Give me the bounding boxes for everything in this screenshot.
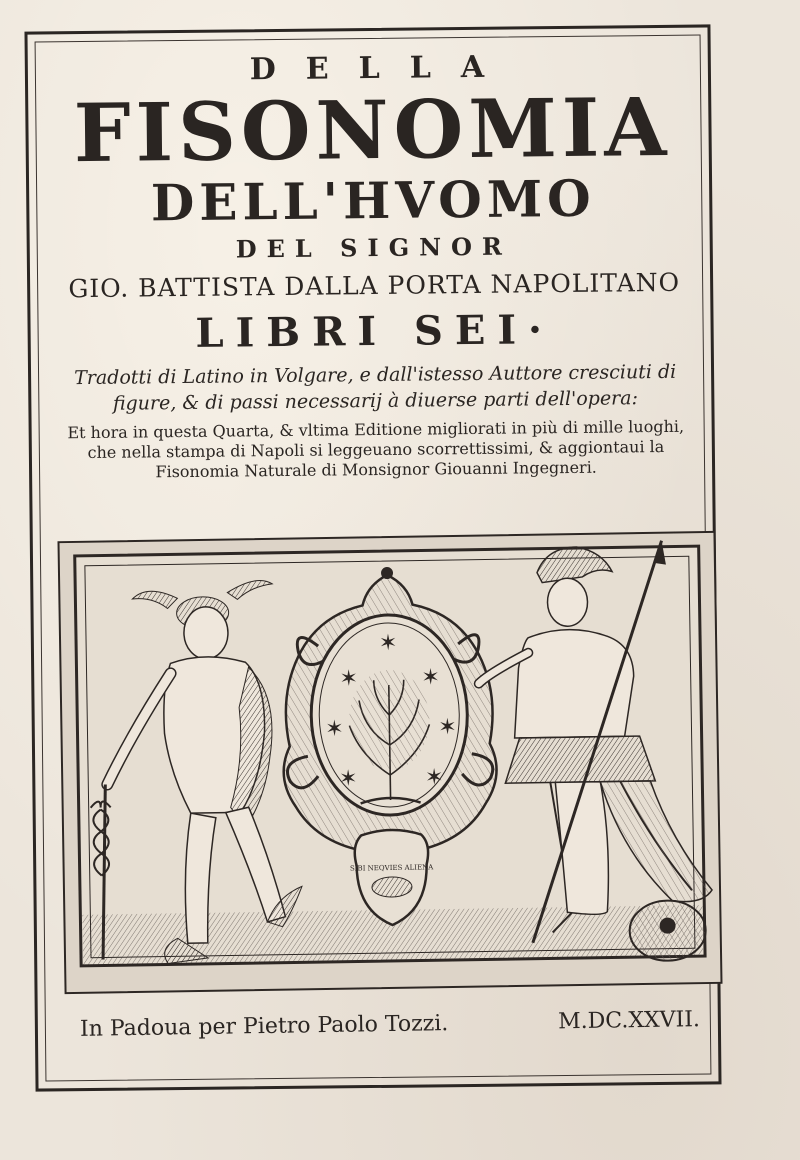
title-della: DELLA [249, 49, 515, 88]
svg-text:✶: ✶ [378, 630, 398, 657]
svg-text:✶: ✶ [339, 666, 359, 692]
title-libri-sei: LIBRI SEI· [195, 306, 555, 357]
svg-text:✶: ✶ [325, 716, 344, 743]
title-fisonomia: FISONOMIA [73, 79, 672, 181]
subtitle-edition-note: Et hora in questa Quarta, & vltima Editione migliorati in più di mille luoghi, che nella stampa di Napoli si leggeuano scorrettissimi, & aggiontaui la Fisonomia Naturale di Monsignor Giouanni Ingegneri. [67, 416, 685, 482]
title-del-signor: DEL SIGNOR [235, 231, 513, 264]
motto-text: SIBI NEQVIES ALIENA [349, 863, 434, 873]
title-dellhuomo: DELL'HVOMO [150, 168, 596, 233]
svg-text:✶: ✶ [421, 665, 441, 691]
title-block [42, 47, 706, 484]
svg-text:✶: ✶ [424, 765, 444, 791]
author-name: GIO. BATTISTA DALLA PORTA NAPOLITANO [68, 267, 681, 304]
imprint-publisher: In Padoua per Pietro Paolo Tozzi. [79, 1011, 449, 1042]
svg-text:✶: ✶ [338, 766, 358, 792]
imprint-year: M.DC.XXVII. [557, 1007, 701, 1035]
subtitle-tradotti: Tradotti di Latino in Volgare, e dall'istesso Auttore cresciuti di figure, & di passi necessarij à diuerse parti dell'opera: [74, 360, 677, 415]
engraving-illustration [56, 530, 723, 995]
svg-text:✶: ✶ [438, 714, 457, 741]
